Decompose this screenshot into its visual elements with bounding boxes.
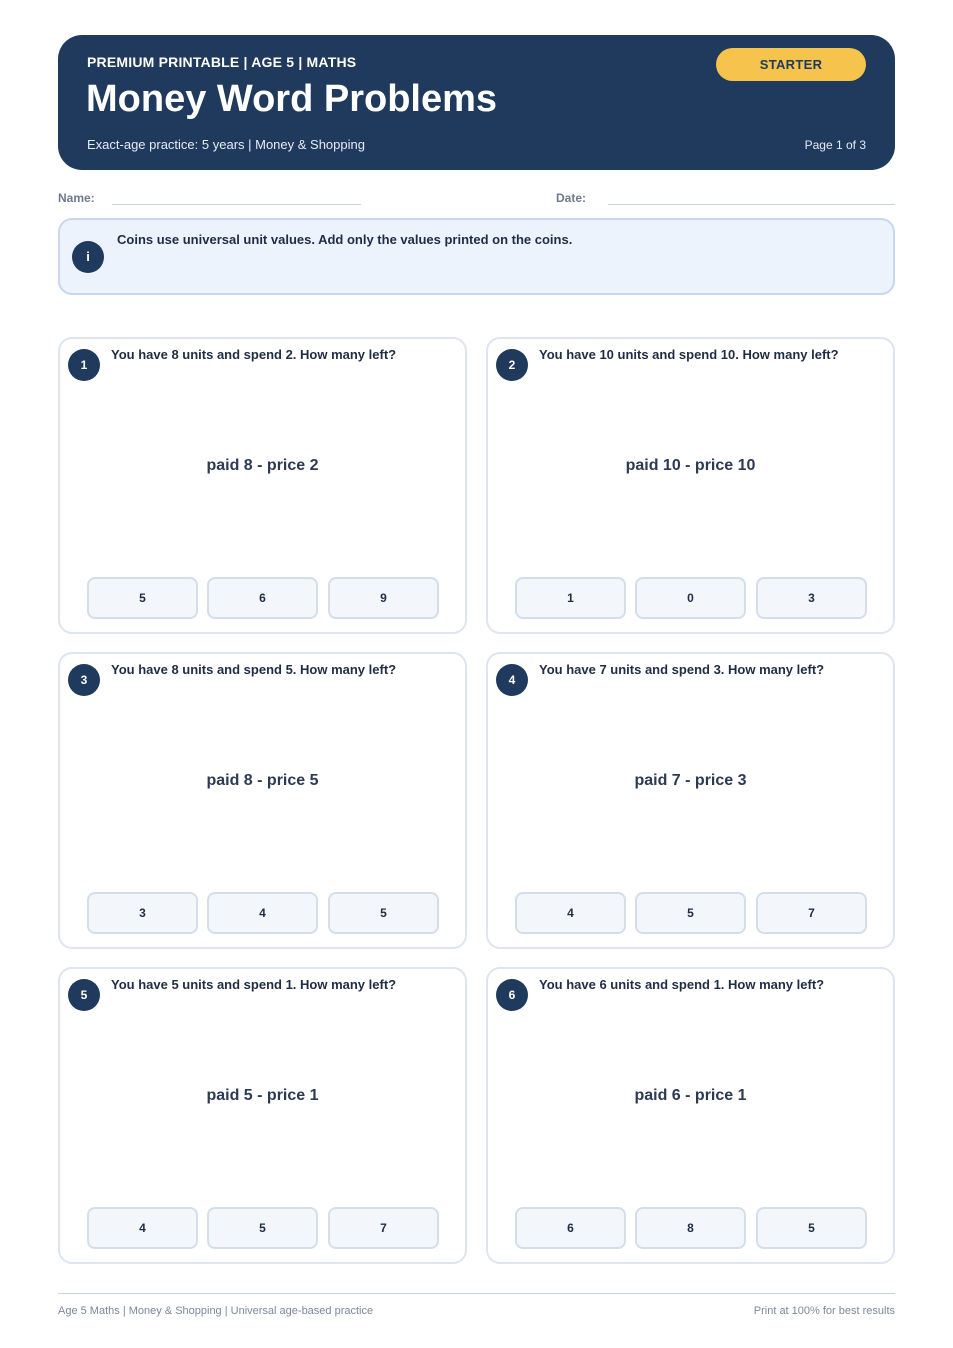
footer-divider [58,1293,895,1294]
answer-option[interactable]: 5 [207,1207,318,1249]
answer-option[interactable]: 0 [635,577,746,619]
page-number: Page 1 of 3 [804,138,866,152]
answer-option[interactable]: 5 [87,577,198,619]
problem-card-3 [58,652,467,949]
answer-option[interactable]: 5 [756,1207,867,1249]
answer-option[interactable]: 3 [756,577,867,619]
answer-option[interactable]: 4 [515,892,626,934]
answer-option[interactable]: 3 [87,892,198,934]
info-callout [58,218,895,295]
problem-working: paid 8 - price 5 [206,772,319,789]
problem-card-1 [58,337,467,634]
answer-option[interactable]: 9 [328,577,439,619]
header-subtitle: Exact-age practice: 5 years | Money & Shopping [87,137,365,152]
problem-question: You have 7 units and spend 3. How many left? [539,662,825,677]
problem-card-4 [486,652,895,949]
problem-number: 3 [68,664,100,696]
problem-card-2 [486,337,895,634]
problem-working: paid 7 - price 3 [634,772,747,789]
date-label: Date: [556,191,587,205]
problem-question: You have 8 units and spend 2. How many left? [111,347,397,362]
problem-card-6 [486,967,895,1264]
problem-number: 5 [68,979,100,1011]
answer-option[interactable]: 8 [635,1207,746,1249]
problem-working: paid 5 - price 1 [206,1087,319,1104]
answer-option[interactable]: 6 [207,577,318,619]
problem-question: You have 5 units and spend 1. How many left? [111,977,397,992]
answer-option[interactable]: 4 [207,892,318,934]
problem-working: paid 6 - price 1 [634,1087,747,1104]
answer-option[interactable]: 1 [515,577,626,619]
page-title: Money Word Problems [86,78,498,120]
answer-option[interactable]: 4 [87,1207,198,1249]
footer-right-text: Print at 100% for best results [753,1305,895,1317]
answer-option[interactable]: 7 [328,1207,439,1249]
name-label: Name: [58,191,95,205]
answer-option[interactable]: 5 [635,892,746,934]
worksheet-header [58,35,895,170]
date-field[interactable] [608,204,895,205]
level-badge: STARTER [716,48,866,81]
problem-working: paid 8 - price 2 [206,457,319,474]
problem-question: You have 6 units and spend 1. How many left? [539,977,825,992]
problem-number: 4 [496,664,528,696]
problem-card-5 [58,967,467,1264]
info-icon: i [72,241,104,273]
answer-option[interactable]: 6 [515,1207,626,1249]
footer-left-text: Age 5 Maths | Money & Shopping | Universal age-based practice [58,1305,374,1317]
problem-number: 1 [68,349,100,381]
problem-question: You have 10 units and spend 10. How many left? [539,347,839,362]
name-field[interactable] [112,204,361,205]
info-text: Coins use universal unit values. Add only the values printed on the coins. [117,232,573,247]
problem-number: 6 [496,979,528,1011]
problem-question: You have 8 units and spend 5. How many left? [111,662,397,677]
problem-working: paid 10 - price 10 [625,457,756,474]
header-eyebrow: PREMIUM PRINTABLE | AGE 5 | MATHS [87,54,357,70]
answer-option[interactable]: 7 [756,892,867,934]
answer-option[interactable]: 5 [328,892,439,934]
problem-number: 2 [496,349,528,381]
